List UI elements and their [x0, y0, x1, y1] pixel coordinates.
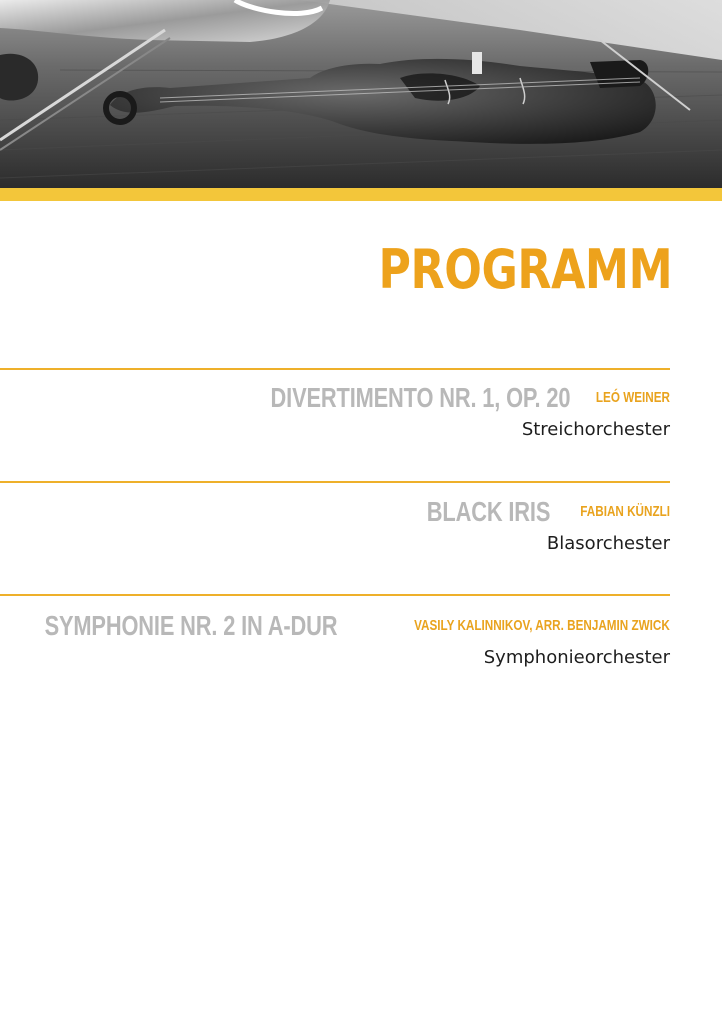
violin-photo-icon — [0, 0, 722, 188]
work-title: DIVERTIMENTO NR. 1, OP. 20 — [270, 381, 570, 413]
program-entry-head — [0, 608, 670, 643]
divider-line — [0, 368, 670, 370]
divider-line — [0, 594, 670, 596]
composer-name: LEÓ WEINER — [595, 388, 670, 406]
header-photo — [0, 0, 722, 188]
composer-name: FABIAN KÜNZLI — [580, 502, 670, 520]
work-title: BLACK IRIS — [426, 495, 550, 527]
accent-bar — [0, 188, 722, 201]
program-entry-head — [392, 494, 670, 529]
program-entry-head — [186, 380, 670, 415]
divider-line — [0, 481, 670, 483]
composer-name: VASILY KALINNIKOV, ARR. BENJAMIN ZWICK — [414, 616, 670, 634]
page-title: PROGRAMM — [378, 238, 672, 301]
ensemble-name: Symphonieorchester — [483, 646, 670, 668]
ensemble-name: Blasorchester — [546, 532, 670, 554]
ensemble-name: Streichorchester — [521, 418, 670, 440]
program-entry — [0, 608, 670, 671]
program-entry — [186, 380, 670, 443]
work-title: SYMPHONIE NR. 2 IN A-DUR — [44, 609, 338, 641]
program-entry — [392, 494, 670, 557]
